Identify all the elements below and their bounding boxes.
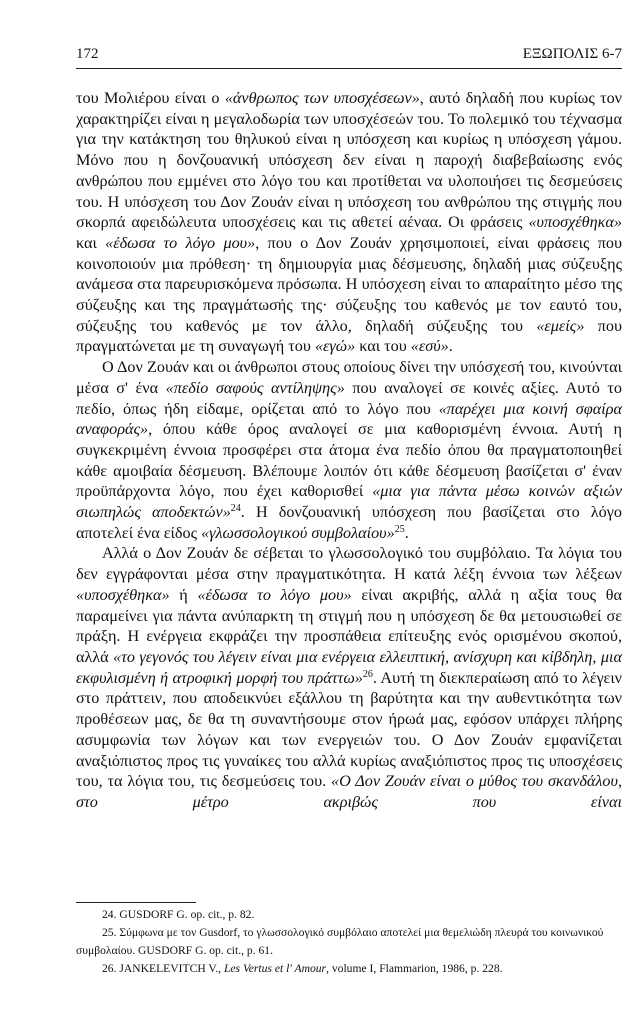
italic-text: «πεδίο σαφούς αντίληψης» <box>165 378 345 397</box>
text-run: και <box>76 233 106 252</box>
italic-text: «άνθρωπος των υποσχέσεων» <box>224 89 420 107</box>
text-run: που αναλογεί σε κοινές αξίες. Αυτό το πεδίο, όπως ήδη είδαμε, ορίζεται από το λόγο που <box>76 378 622 418</box>
footnote-ref: 24 <box>230 503 241 515</box>
italic-text: «μια για πάντα μέσω κοινών αξιών σιωπηλώς αποδεκτών» <box>76 482 622 522</box>
text-run: ή <box>169 585 198 604</box>
italic-text: «παρέχει μια κοινή σφαίρα αναφοράς» <box>76 399 623 439</box>
italic-text: «εσύ» <box>410 337 449 356</box>
italic-text: «εγώ» <box>314 337 356 356</box>
text-run: Αλλά ο Δον Ζουάν δε σέβεται το γλωσσολογικό του συμβόλαιο. Τα λόγια του δεν εγγράφονται μέσα στην πραγματικότητα. Η κατά λέξη έννοια των λέξεων <box>76 544 622 584</box>
text-run: , όπου κάθε όρος αναλογεί σε μια καθορισμένη έννοια. Αυτή η συγκεκριμένη έννοια προσφέρει στα άτομα ένα πεδίο όπου θα πραγματοποιηθεί κάθε αμοιβαία δέσμευση. Βλέπουμε λοιπόν ότι κάθε δέσμευση βασίζεται σ' έναν προϋπάρχοντα λόγο, που έχει καθορισθεί <box>76 420 622 501</box>
text-run: Ο Δον Ζουάν και οι άνθρωποι στους οποίους δίνει την υπόσχεσή του, κινούνται μέσα σ' ένα <box>76 358 622 397</box>
text-run: που πραγματώνεται με τη συναγωγή του <box>76 316 622 356</box>
footnote-rule <box>76 902 196 903</box>
text-run: και του <box>355 337 411 356</box>
italic-text: Les Vertus et l' Amour <box>223 962 327 975</box>
running-title: ΕΞΩΠΟΛΙΣ 6-7 <box>522 46 622 62</box>
text-run: 25. Σύμφωνα με τον Gusdorf, το γλωσσολογικό συμβόλαιο αποτελεί μια θεμελιώδη πλευρά του κοινωνικού συμβολαίου. GUSDORF G. op. cit., p. 61. <box>76 926 604 957</box>
italic-text: «υποσχέθηκα» <box>76 585 170 604</box>
footnote <box>76 924 622 960</box>
italic-text: «έδωσα το λόγο μου» <box>105 233 256 252</box>
italic-text: «υποσχέθηκα» <box>528 213 622 232</box>
footnote-ref: 26 <box>362 668 373 680</box>
text-run: . <box>448 337 453 356</box>
text-run: του Μολιέρου είναι ο <box>76 89 225 107</box>
text-run: . Η δονζουανική υπόσχεση που βασίζεται στο λόγο αποτελεί ένα είδος <box>76 503 622 542</box>
body-text <box>76 88 622 813</box>
paragraph <box>76 357 622 543</box>
text-run: 24. GUSDORF G. op. cit., p. 82. <box>102 908 255 921</box>
footnote <box>76 960 622 978</box>
text-run: είναι ακριβής, αλλά η αξία τους θα παραμείνει για πάντα ανύπαρκτη τη στιγμή που η υπόσχεση δε θα μετουσιωθεί σε πράξη. Η ενέργεια εκφράζει την προσπάθεια επίτευξης ενός ορισμένου σκοπού, αλλά <box>76 585 622 666</box>
text-run: , αυτό δηλαδή που κυρίως τον χαρακτηρίζει είναι η μεγαλοδωρία των υποσχέσεών του. Το πολεμικό του τέχνασμα για την κατάκτηση του θηλυκού είναι η υπόσχεση και κυρίως η υπόσχεση γάμου. Μόνο που η δονζουανική υπόσχεση δεν είναι η παροχή διαβεβαίωσης ενός ανθρώπου που εμμένει στο λόγο του και προτίθεται να υλοποιήσει τις δεσμεύσεις του. Η υπόσχεση του Δον Ζουάν είναι η υπόσχεση του ανθρώπου της στιγμής που σκορπά αφειδώλευτα υποσχέσεις και τις αθετεί αέναα. Οι φράσεις <box>76 89 622 232</box>
italic-text: «εμείς» <box>536 316 585 335</box>
italic-text: «έδωσα το λόγο μου» <box>197 585 352 604</box>
page-number: 172 <box>76 46 99 62</box>
text-run: . Αυτή τη διεκπεραίωση από το λέγειν στο πράττειν, που αποδεικνύει εξάλλου τη βαρύτητα και την αυθεντικότητα των προθέσεων μας, δε θα τη συναντήσουμε στον ήρωά μας, εφόσον υπάρχει πλήρης ασυμφωνία των λόγων και των ενεργειών του. Ο Δον Ζουάν εμφανίζεται αναξιόπιστος προς τις γυναίκες του αλλά κυρίως αναξιόπιστος προς τις υποσχέσεις του, τα λόγια του, τις δεσμεύσεις του. <box>76 668 622 791</box>
italic-text: «το γεγονός του λέγειν είναι μια ενέργεια ελλειπτική, ανίσχυρη και κίβδηλη, μια εκφυλισμένη ή ατροφική μορφή του πράττω» <box>76 647 622 687</box>
footnote <box>76 906 622 924</box>
header-rule <box>76 68 622 69</box>
footnote-ref: 25 <box>394 523 405 535</box>
text-run: , που ο Δον Ζουάν χρησιμοποιεί, είναι φράσεις που κοινοποιούν μια πρόθεση· τη δημιουργία μιας δέσμευσης, δηλαδή μιας σύζευξης ανάμεσα στα παρευρισκόμενα πρόσωπα. Η υπόσχεση είναι το απαραίτητο μέσο της σύζευξης και της πραγμάτωσής της· σύζευξης του καθενός με τον εαυτό του, σύζευξης του καθενός με τον άλλο, δηλαδή σύζευξης του <box>76 233 622 335</box>
italic-text: «Ο Δον Ζουάν είναι ο μύθος του σκανδάλου, στο μέτρο ακριβώς που είναι <box>76 772 622 811</box>
text-run: , volume I, Flammarion, 1986, p. 228. <box>326 962 503 975</box>
italic-text: «γλωσσολογικού συμβολαίου» <box>201 523 395 542</box>
paragraph <box>76 543 622 812</box>
text-run: . <box>404 523 409 542</box>
page-header <box>76 46 622 68</box>
text-run: 26. JANKELEVITCH V., <box>102 962 224 975</box>
paragraph <box>76 88 622 357</box>
footnotes <box>76 906 622 978</box>
